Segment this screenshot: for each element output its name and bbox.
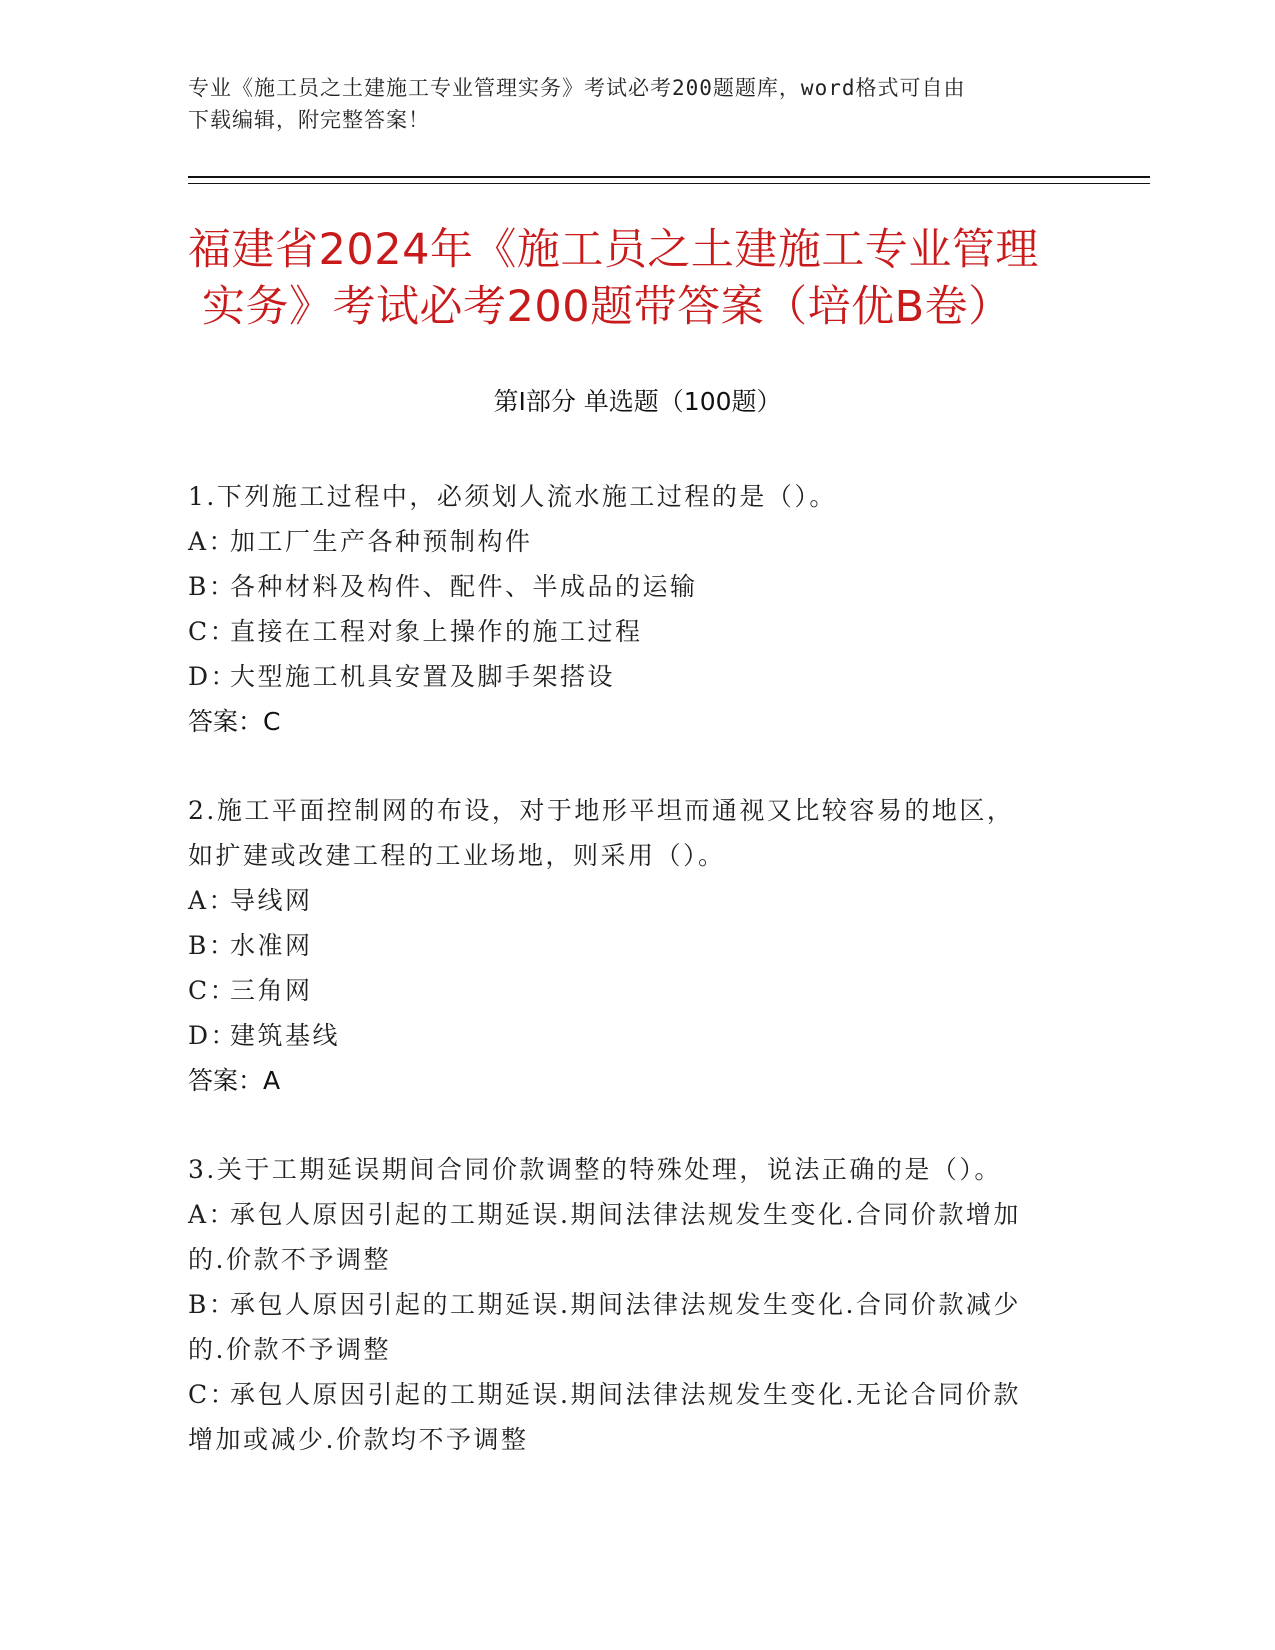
option-text: 大型施工机具安置及脚手架搭设 [230,662,616,691]
question-block [188,788,1068,1103]
question-option [188,609,1068,654]
option-text: 加工厂生产各种预制构件 [230,527,533,556]
question-stem: 3.关于工期延误期间合同价款调整的特殊处理，说法正确的是（）。 [188,1155,1002,1184]
question-option [188,519,1068,564]
intro-line: 下载编辑，附完整答案！ [188,108,430,132]
option-label: C： [188,1380,238,1409]
question-option [188,1327,1068,1372]
title-line: 实务》考试必考200题带答案（培优B卷） [202,282,1012,332]
option-label: B： [188,1290,237,1319]
question-option [188,968,1068,1013]
question-stem: 如扩建或改建工程的工业场地，则采用（）。 [188,841,726,870]
document-title [188,222,1118,336]
option-label: B： [188,572,237,601]
question-block [188,1147,1068,1462]
option-text: 水准网 [230,931,313,960]
option-label: D： [188,1021,239,1050]
section-heading: 第Ⅰ部分 单选题（100题） [493,387,782,416]
option-label: C： [188,617,238,646]
question-option [188,1237,1068,1282]
option-label: A： [188,886,237,915]
option-text: 的.价款不予调整 [188,1335,391,1364]
header-divider [188,176,1150,178]
question-option [188,1013,1068,1058]
option-label: D： [188,662,239,691]
question-list [188,474,1068,1506]
option-text: 的.价款不予调整 [188,1245,391,1274]
option-text: 直接在工程对象上操作的施工过程 [230,617,643,646]
option-text: 建筑基线 [230,1021,341,1050]
question-block [188,474,1068,744]
question-answer: 答案：A [188,1066,281,1095]
question-option [188,564,1068,609]
question-option [188,654,1068,699]
option-label: A： [188,1200,237,1229]
intro-text [188,72,1088,136]
option-label: C： [188,976,238,1005]
option-text: 导线网 [230,886,313,915]
question-option [188,1282,1068,1327]
intro-line: 专业《施工员之土建施工专业管理实务》考试必考200题题库，word格式可自由 [188,76,966,100]
question-option [188,1372,1068,1417]
question-option [188,878,1068,923]
option-label: A： [188,527,237,556]
title-line: 福建省2024年《施工员之土建施工专业管理 [188,225,1039,275]
question-option [188,923,1068,968]
option-text: 承包人原因引起的工期延误.期间法律法规发生变化.合同价款减少 [230,1290,1021,1319]
option-label: B： [188,931,237,960]
option-text: 承包人原因引起的工期延误.期间法律法规发生变化.无论合同价款 [230,1380,1021,1409]
option-text: 承包人原因引起的工期延误.期间法律法规发生变化.合同价款增加 [230,1200,1021,1229]
question-option [188,1192,1068,1237]
option-text: 各种材料及构件、配件、半成品的运输 [230,572,698,601]
question-stem: 1.下列施工过程中，必须划人流水施工过程的是（）。 [188,482,837,511]
question-stem: 2.施工平面控制网的布设，对于地形平坦而通视又比较容易的地区， [188,796,1015,825]
header-divider-thin [188,183,1150,184]
question-answer: 答案：C [188,707,281,736]
option-text: 三角网 [230,976,313,1005]
question-option [188,1417,1068,1462]
option-text: 增加或减少.价款均不予调整 [188,1425,529,1454]
